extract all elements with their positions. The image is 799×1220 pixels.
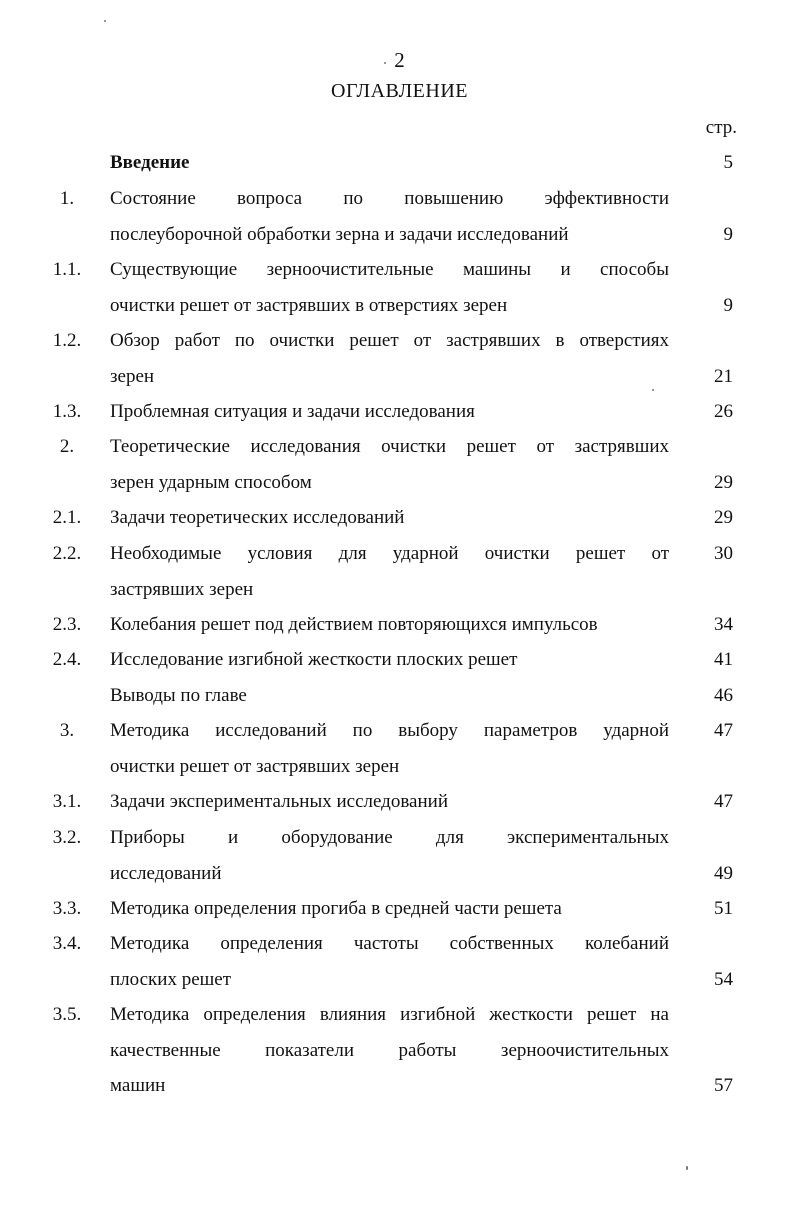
toc-entry-text: зерен	[110, 366, 155, 387]
toc-entry-page: 29	[714, 472, 733, 493]
page-number: 2	[394, 48, 405, 72]
toc-entry-number: 1.2.	[52, 330, 82, 351]
toc-entry-text: застрявших зерен	[110, 579, 254, 600]
toc-entry-number: 3.	[59, 720, 75, 741]
toc-entry-text: плоских решет	[110, 969, 232, 990]
toc-entry-number: 2.1.	[52, 507, 82, 528]
toc-entry-page: 9	[723, 224, 733, 245]
toc-entry-text: Методика определения влияния изгибной жесткости решет на	[110, 1004, 669, 1025]
toc-entry-page: 41	[714, 649, 733, 670]
toc-entry-number: 1.1.	[52, 259, 82, 280]
toc-entry-text: Колебания решет под действием повторяющихся импульсов	[110, 614, 598, 635]
toc-entry-text: послеуборочной обработки зерна и задачи исследований	[110, 224, 569, 245]
toc-entry-page: 26	[714, 401, 733, 422]
toc-entry-text: Введение	[110, 152, 190, 173]
toc-entry-number: 3.3.	[52, 898, 82, 919]
toc-entry-text: зерен ударным способом	[110, 472, 312, 493]
toc-entry-text: Задачи теоретических исследований	[110, 507, 405, 528]
scan-speck	[686, 1166, 688, 1170]
toc-entry-page: 5	[723, 152, 733, 173]
toc-entry-text: Методика исследований по выбору параметров ударной	[110, 720, 669, 741]
scan-speck	[652, 389, 654, 391]
toc-entry-page: 57	[714, 1075, 733, 1096]
toc-entry-text: очистки решет от застрявших в отверстиях зерен	[110, 295, 508, 316]
page-column-label: стр.	[705, 117, 737, 138]
toc-entry-text: Проблемная ситуация и задачи исследования	[110, 401, 475, 422]
toc-entry-number: 3.4.	[52, 933, 82, 954]
toc-entry-text: Задачи экспериментальных исследований	[110, 791, 448, 812]
toc-entry-page: 9	[723, 295, 733, 316]
toc-entry-page: 54	[714, 969, 733, 990]
toc-entry-text: Теоретические исследования очистки решет от застрявших	[110, 436, 669, 457]
toc-entry-text: очистки решет от застрявших зерен	[110, 756, 400, 777]
toc-entry-number: 2.4.	[52, 649, 82, 670]
toc-entry-page: 34	[714, 614, 733, 635]
toc-entry-text: качественные показатели работы зерноочистительных	[110, 1040, 669, 1061]
toc-entry-text: Исследование изгибной жесткости плоских решет	[110, 649, 518, 670]
scan-speck	[104, 20, 106, 22]
toc-entry-text: Необходимые условия для ударной очистки решет от	[110, 543, 669, 564]
toc-entry-number: 1.3.	[52, 401, 82, 422]
toc-entry-page: 47	[714, 791, 733, 812]
toc-entry-text: Обзор работ по очистки решет от застрявших в отверстиях	[110, 330, 669, 351]
toc-entry-page: 47	[714, 720, 733, 741]
scan-speck	[384, 62, 386, 64]
toc-entry-page: 46	[714, 685, 733, 706]
toc-entry-text: Выводы по главе	[110, 685, 247, 706]
toc-entry-text: Приборы и оборудование для экспериментальных	[110, 827, 669, 848]
toc-entry-page: 29	[714, 507, 733, 528]
toc-entry-page: 21	[714, 366, 733, 387]
toc-entry-number: 3.2.	[52, 827, 82, 848]
toc-entry-page: 49	[714, 863, 733, 884]
toc-title: ОГЛАВЛЕНИЕ	[331, 80, 468, 102]
toc-entry-number: 1.	[59, 188, 75, 209]
toc-entry-number: 2.3.	[52, 614, 82, 635]
toc-entry-text: Методика определения частоты собственных колебаний	[110, 933, 669, 954]
toc-entry-text: Состояние вопроса по повышению эффективности	[110, 188, 669, 209]
toc-entry-number: 2.	[59, 436, 75, 457]
toc-entry-text: Существующие зерноочистительные машины и способы	[110, 259, 669, 280]
toc-entry-number: 3.5.	[52, 1004, 82, 1025]
toc-entry-page: 30	[714, 543, 733, 564]
toc-entry-number: 2.2.	[52, 543, 82, 564]
toc-entry-text: машин	[110, 1075, 166, 1096]
toc-entry-number: 3.1.	[52, 791, 82, 812]
toc-entry-page: 51	[714, 898, 733, 919]
toc-entry-text: Методика определения прогиба в средней части решета	[110, 898, 562, 919]
toc-entry-text: исследований	[110, 863, 222, 884]
